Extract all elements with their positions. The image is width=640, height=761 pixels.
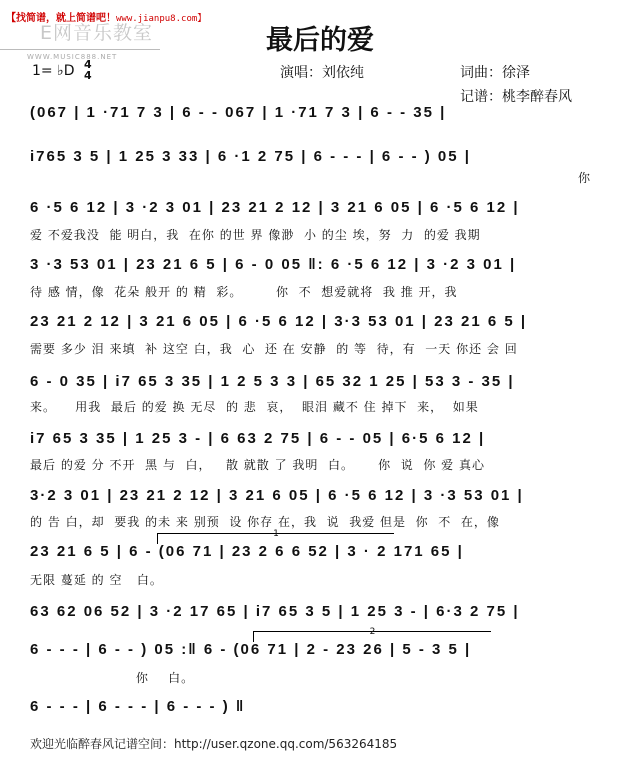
lyric-line: 的 告 白，却 要我 的未 来 别预 设 你存 在，我 说 我爱 但是 你 不 在，像 <box>30 515 500 529</box>
score-line: 6 - - - | 6 - - ) 05 :‖ 6 - (06 71 | 2 - 23 26 | 5 - 3 5 | <box>30 641 472 658</box>
lyric-line: 来。 用我 最后 的爱 换 无尽 的 悲 哀， 眼泪 藏不 住 掉下 来， 如果 <box>30 400 479 414</box>
score-line: i765 3 5 | 1 25 3 33 | 6 ·1 2 75 | 6 - - - | 6 - - ) 05 | <box>30 148 471 165</box>
site-url-watermark: WWW.MUSIC888.NET <box>27 53 118 61</box>
lyric-line: 需要 多少 泪 来填 补 这空 白，我 心 还 在 安静 的 等 待，有 一天 你还 会 回 <box>30 342 518 356</box>
score-line: 23 21 6 5 | 6 - (06 71 | 23 2 6 6 52 | 3 · 2 171 65 | <box>30 543 464 560</box>
singer: 演唱：刘依纯 <box>280 65 364 81</box>
score-line: (067 | 1 ·71 7 3 | 6 - - 067 | 1 ·71 7 3 | 6 - - 35 | <box>30 104 447 121</box>
site-watermark: E网音乐教室 <box>40 22 154 44</box>
key-signature: 1= ♭D <box>32 63 75 79</box>
footer-credit: 欢迎光临醉春风记谱空间：http://user.qzone.qq.com/563264185 <box>30 737 398 751</box>
ad-text: 【找简谱，就上简谱吧！ <box>6 13 116 24</box>
lyric-line: 最后 的爱 分 不开 黑 与 白， 散 就散 了 我明 白。 你 说 你 爱 真心 <box>30 458 485 472</box>
score-line: 3·2 3 01 | 23 21 2 12 | 3 21 6 05 | 6 ·5 6 12 | 3 ·3 53 01 | <box>30 487 524 504</box>
lyric-line: 你 <box>578 171 592 185</box>
ad-url: www.jianpu8.com】 <box>116 14 207 24</box>
transcriber: 记谱：桃李醉春风 <box>460 89 572 105</box>
score-line: 6 - 0 35 | i7 65 3 35 | 1 2 5 3 3 | 65 32 1 25 | 53 3 - 35 | <box>30 373 515 390</box>
lyric-line: 爱 不爱我没 能 明白，我 在你 的世 界 像渺 小 的尘 埃，努 力 的爱 我期 <box>30 228 481 242</box>
lyric-line: 无限 蔓延 的 空 白。 <box>30 573 163 587</box>
meter-bottom: 4 <box>84 69 92 82</box>
score-line: 6 - - - | 6 - - - | 6 - - - ) ‖ <box>30 698 246 715</box>
lyric-line: 你 白。 <box>30 671 195 685</box>
score-line: 63 62 06 52 | 3 ·2 17 65 | i7 65 3 5 | 1 25 3 - | 6·3 2 75 | <box>30 603 520 620</box>
score-line: 3 ·3 53 01 | 23 21 6 5 | 6 - 0 05 ‖: 6 ·5 6 12 | 3 ·2 3 01 | <box>30 256 517 273</box>
time-signature <box>84 59 92 81</box>
volta-label: 2 <box>369 627 376 637</box>
lyric-line: 待 感 情，像 花朵 般开 的 精 彩。 你 不 想爱就将 我 推 开，我 <box>30 285 458 299</box>
score-line: 6 ·5 6 12 | 3 ·2 3 01 | 23 21 2 12 | 3 21 6 05 | 6 ·5 6 12 | <box>30 199 520 216</box>
score-line: i7 65 3 35 | 1 25 3 - | 6 63 2 75 | 6 - - 05 | 6·5 6 12 | <box>30 430 486 447</box>
song-title: 最后的爱 <box>266 25 374 56</box>
score-line: 23 21 2 12 | 3 21 6 05 | 6 ·5 6 12 | 3·3 53 01 | 23 21 6 5 | <box>30 313 528 330</box>
composer: 词曲：徐泽 <box>460 65 530 81</box>
volta-label: 1 <box>273 529 279 539</box>
meter-top: 4 <box>84 58 92 71</box>
